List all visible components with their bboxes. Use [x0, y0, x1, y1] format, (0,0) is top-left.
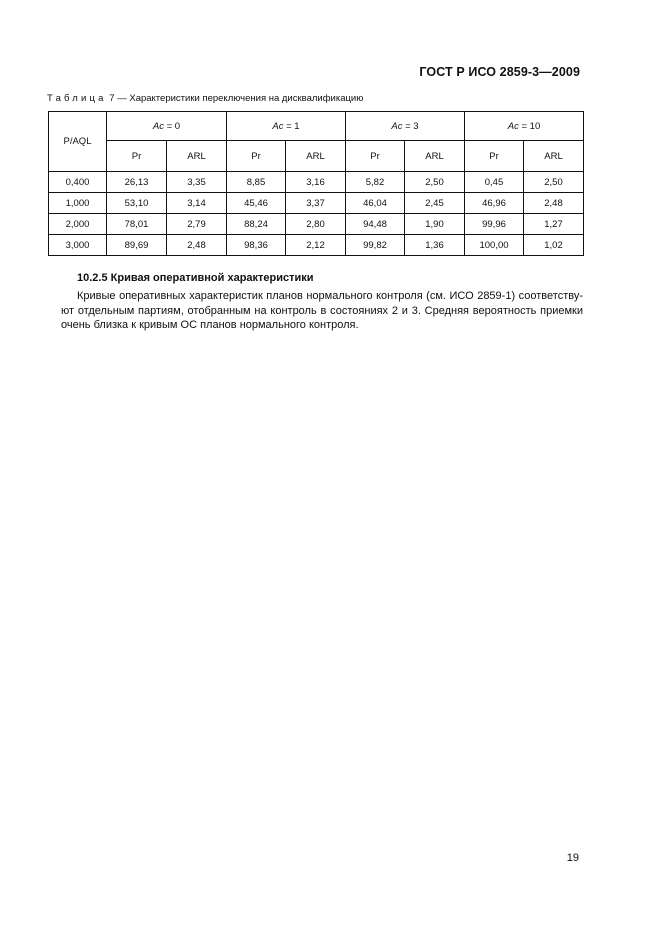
table-cell: 78,01: [107, 214, 167, 235]
subheader-cell: ARL: [524, 141, 584, 172]
table-cell: 3,35: [167, 172, 227, 193]
subheader-cell: Pr: [346, 141, 405, 172]
table-cell: 26,13: [107, 172, 167, 193]
table-cell: 2,45: [405, 193, 465, 214]
table-cell: 45,46: [227, 193, 286, 214]
table-cell: 89,69: [107, 235, 167, 256]
subheader-cell: Pr: [107, 141, 167, 172]
table-header-row: [49, 112, 584, 141]
table-cell: 46,04: [346, 193, 405, 214]
subheader-cell: ARL: [286, 141, 346, 172]
table-cell: 0,400: [49, 172, 107, 193]
table-cell: 2,50: [405, 172, 465, 193]
table-cell: 2,48: [167, 235, 227, 256]
table-cell: 2,79: [167, 214, 227, 235]
table-caption: [47, 93, 363, 104]
table-cell: 2,80: [286, 214, 346, 235]
table-cell: 3,000: [49, 235, 107, 256]
table-cell: 1,27: [524, 214, 584, 235]
table-cell: 99,82: [346, 235, 405, 256]
subheader-cell: Pr: [465, 141, 524, 172]
table-row: [49, 214, 584, 235]
table-cell: 2,50: [524, 172, 584, 193]
table-cell: 100,00: [465, 235, 524, 256]
switching-characteristics-table: [48, 111, 584, 256]
table-cell: 2,000: [49, 214, 107, 235]
table-cell: 1,02: [524, 235, 584, 256]
table-cell: 3,14: [167, 193, 227, 214]
paragraph-line: Кривые оперативных характеристик планов нормального контроля (см. ИСО 2859-1) соответству-: [77, 290, 583, 302]
table-row: [49, 235, 584, 256]
table-cell: 5,82: [346, 172, 405, 193]
paragraph-line: близка к кривым ОС планов нормального контроля.: [93, 319, 359, 331]
table-row: [49, 193, 584, 214]
subheader-cell: ARL: [167, 141, 227, 172]
table-cell: 53,10: [107, 193, 167, 214]
table-cell: 94,48: [346, 214, 405, 235]
table-cell: 99,96: [465, 214, 524, 235]
table-cell: 1,90: [405, 214, 465, 235]
group-header-ac3: Ac = 3: [346, 112, 465, 141]
table-cell: 2,12: [286, 235, 346, 256]
subheader-cell: Pr: [227, 141, 286, 172]
section-paragraph: [61, 289, 583, 333]
document-header: ГОСТ Р ИСО 2859-3—2009: [419, 65, 580, 79]
table-cell: 3,16: [286, 172, 346, 193]
paragraph-line: ют отдельным партиям, отобранным на контроль в состояниях 2 и 3. Средняя вероятность приемки очень: [61, 304, 583, 331]
page-number: 19: [566, 852, 579, 864]
table-caption-text: 7 — Характеристики переключения на дисквалификацию: [106, 93, 364, 104]
subheader-cell: ARL: [405, 141, 465, 172]
group-header-ac10: Ac = 10: [465, 112, 584, 141]
table-cell: 1,000: [49, 193, 107, 214]
table-cell: 0,45: [465, 172, 524, 193]
table-cell: 3,37: [286, 193, 346, 214]
table-row: [49, 172, 584, 193]
table-subheader-row: [49, 141, 584, 172]
section-title: 10.2.5 Кривая оперативной характеристики: [77, 272, 314, 284]
table-caption-label: Таблица: [47, 93, 107, 104]
table-cell: 88,24: [227, 214, 286, 235]
table-cell: 2,48: [524, 193, 584, 214]
table-cell: 98,36: [227, 235, 286, 256]
row-header-cell: P/AQL: [49, 112, 107, 172]
table-cell: 8,85: [227, 172, 286, 193]
table-cell: 46,96: [465, 193, 524, 214]
group-header-ac1: Ac = 1: [227, 112, 346, 141]
table-cell: 1,36: [405, 235, 465, 256]
group-header-ac0: Ac = 0: [107, 112, 227, 141]
